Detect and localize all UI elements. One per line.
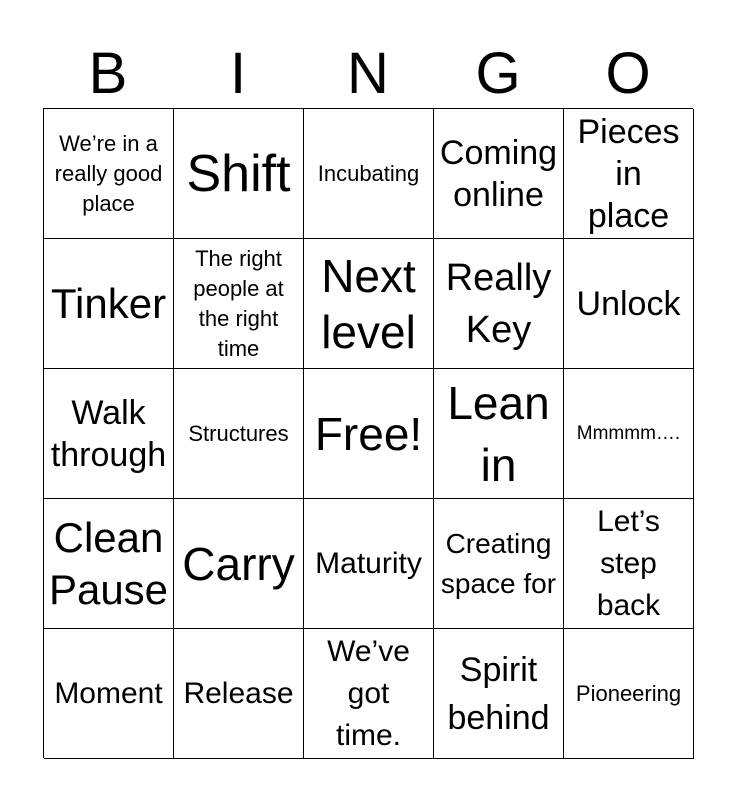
cell-text: Pioneering: [575, 680, 682, 706]
header-letter-o: O: [605, 41, 651, 106]
bingo-cell[interactable]: [304, 239, 434, 369]
bingo-cell[interactable]: [44, 629, 174, 759]
bingo-cell[interactable]: [564, 629, 694, 759]
cell-text: Really Key: [445, 256, 552, 351]
cell-text: Incubating: [317, 160, 420, 186]
bingo-cell[interactable]: [434, 109, 564, 239]
cell-text: Carry: [182, 537, 295, 590]
cell-text: Shift: [186, 144, 291, 203]
bingo-header: [43, 40, 693, 108]
cell-text: Creating space for: [440, 527, 557, 599]
bingo-cell[interactable]: [174, 239, 304, 369]
bingo-cell[interactable]: [304, 369, 434, 499]
bingo-cell[interactable]: [434, 239, 564, 369]
bingo-cell[interactable]: [44, 369, 174, 499]
header-letter-n: N: [347, 41, 389, 106]
bingo-cell[interactable]: [564, 369, 694, 499]
cell-text: We’ve got time.: [327, 634, 410, 752]
bingo-cell[interactable]: [304, 629, 434, 759]
cell-text: Release: [183, 676, 294, 710]
bingo-cell[interactable]: [304, 109, 434, 239]
bingo-cell[interactable]: [434, 629, 564, 759]
cell-text: The right people at the right time: [193, 245, 284, 361]
cell-text: We’re in a really good place: [54, 130, 163, 216]
bingo-cell[interactable]: [434, 499, 564, 629]
cell-text: Unlock: [576, 284, 681, 323]
cell-text: Moment: [54, 676, 163, 710]
bingo-cell[interactable]: [434, 369, 564, 499]
cell-text: Coming online: [439, 133, 558, 214]
cell-text: Pieces in place: [577, 112, 680, 235]
cell-text: Maturity: [315, 546, 422, 580]
bingo-cell[interactable]: [564, 109, 694, 239]
bingo-cell[interactable]: [44, 239, 174, 369]
cell-text: Tinker: [50, 279, 167, 327]
bingo-cell[interactable]: [174, 499, 304, 629]
bingo-cell[interactable]: [564, 499, 694, 629]
bingo-cell[interactable]: [174, 109, 304, 239]
bingo-board: [43, 108, 693, 758]
cell-text: Lean in: [447, 376, 550, 491]
bingo-cell[interactable]: [174, 369, 304, 499]
cell-text: Free!: [314, 407, 423, 460]
bingo-cell[interactable]: [174, 629, 304, 759]
cell-text: Structures: [188, 420, 289, 446]
cell-text: Let’s step back: [596, 504, 661, 622]
cell-text: Walk through: [50, 393, 167, 474]
cell-text: Clean Pause: [48, 513, 169, 613]
cell-text: Spirit behind: [447, 650, 550, 737]
cell-text: Mmmmm….: [576, 422, 681, 444]
bingo-cell[interactable]: [44, 109, 174, 239]
bingo-cell[interactable]: [304, 499, 434, 629]
bingo-cell[interactable]: [44, 499, 174, 629]
header-letter-i: I: [229, 41, 247, 106]
header-letter-b: B: [88, 41, 128, 106]
cell-text: Next level: [321, 249, 416, 358]
header-letter-g: G: [475, 41, 521, 106]
bingo-cell[interactable]: [564, 239, 694, 369]
